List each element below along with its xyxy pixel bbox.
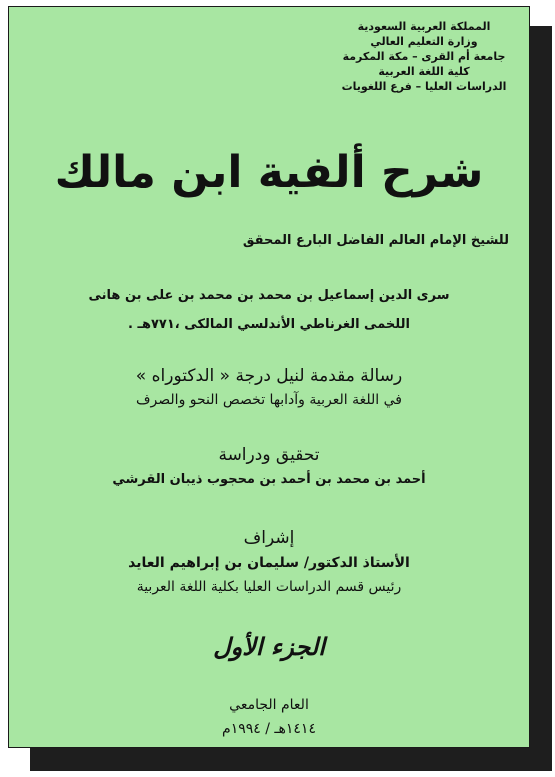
book-title: شرح ألفية ابن مالك xyxy=(54,147,484,198)
academic-year-value: ١٤١٤هـ / ١٩٩٤م xyxy=(222,721,316,737)
thesis-specialization: في اللغة العربية وآدابها تخصص النحو والصرف xyxy=(136,392,402,408)
editor-block xyxy=(9,441,529,491)
author-name-line-2: اللخمى الغرناطي الأندلسي المالكى ،٧٧١هـ . xyxy=(128,317,410,332)
author-name-block xyxy=(21,281,517,339)
thesis-degree: رسالة مقدمة لنيل درجة « الدكتوراه » xyxy=(135,366,403,386)
author-byline: للشيخ الإمام العالم الفاضل البارع المحقق xyxy=(242,233,509,248)
academic-year-label: العام الجامعي xyxy=(229,697,309,713)
academic-year-block xyxy=(9,693,529,741)
editor-label: تحقيق ودراسة xyxy=(218,445,320,465)
supervision-label: إشراف xyxy=(243,528,295,548)
author-name-line-1: سرى الدين إسماعيل بن محمد بن محمد بن على بن هانى xyxy=(88,288,450,303)
title-page xyxy=(8,6,530,748)
header-line-country: المملكة العربية السعودية xyxy=(357,20,491,33)
header-line-ministry: وزارة التعليم العالي xyxy=(370,35,478,48)
supervision-block xyxy=(9,525,529,599)
thesis-statement xyxy=(9,363,529,411)
header-line-university: جامعة أم القرى – مكة المكرمة xyxy=(342,50,506,63)
volume-label: الجزء الأول xyxy=(213,633,325,661)
header-line-department: الدراسات العليا – فرع اللغويات xyxy=(341,80,507,93)
institution-header xyxy=(329,19,519,94)
supervisor-role: رئيس قسم الدراسات العليا بكلية اللغة العربية xyxy=(136,579,402,595)
editor-name: أحمد بن محمد بن أحمد بن محجوب ذيبان القرشي xyxy=(112,472,426,487)
header-line-college: كلية اللغة العربية xyxy=(378,65,470,78)
supervisor-name: الأستاذ الدكتور/ سليمان بن إبراهيم العايد xyxy=(128,555,410,571)
